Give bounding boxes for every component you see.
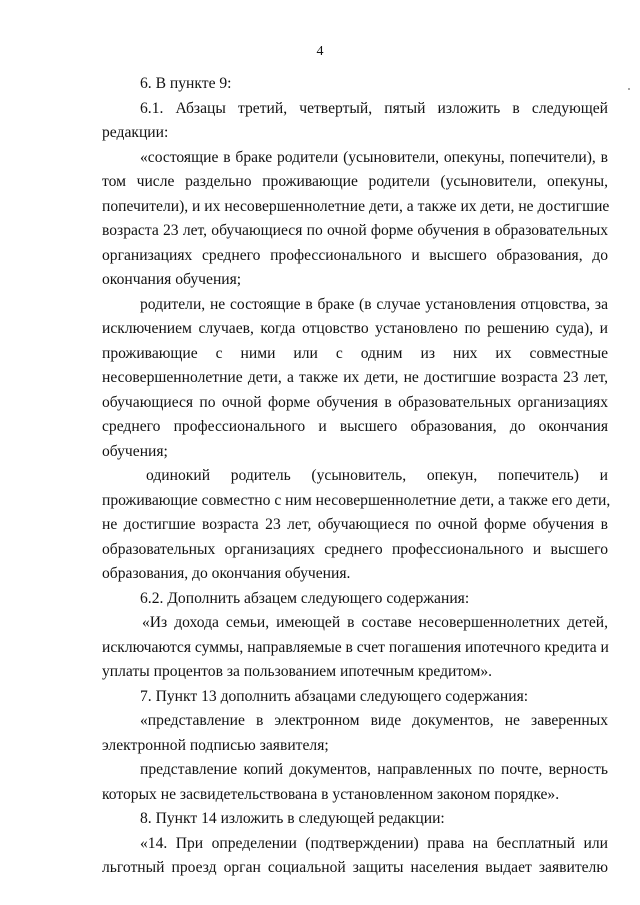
text-line: 8. Пункт 14 изложить в следующей редакции: — [140, 810, 445, 827]
text-line: несовершеннолетние дети, а также их дети, не достигшие возраста 23 лет, — [102, 369, 608, 386]
text-line: 6.1. Абзацы третий, четвертый, пятый изложить в следующей — [140, 99, 608, 117]
page-number: 4 — [316, 44, 324, 59]
text-line: исключением случаев, когда отцовство установлено по решению суда), и — [102, 320, 608, 337]
text-line: том числе раздельно проживающие родители (усыновители, опекуны, — [102, 173, 608, 190]
text-line: 7. Пункт 13 дополнить абзацами следующего содержания: — [140, 687, 529, 705]
text-line: редакции: — [102, 124, 169, 141]
text-line: исключаются суммы, направляемые в счет погашения ипотечного кредита и — [102, 638, 609, 656]
text-line: попечители), и их несовершеннолетние дети, а также их дети, не достигшие — [102, 197, 610, 215]
text-line: которых не засвидетельствована в установленном законом порядке». — [102, 785, 560, 803]
text-line: окончания обучения; — [102, 271, 242, 288]
text-line: 6.2. Дополнить абзацем следующего содержания: — [140, 589, 470, 607]
text-line: уплаты процентов за пользованием ипотечным кредитом». — [102, 663, 493, 680]
text-line: среднего профессионального и высшего образования, до окончания — [102, 418, 608, 435]
text-line: не достигшие возраста 23 лет, обучающиеся по очной форме обучения в — [102, 516, 608, 533]
text-line: электронной подписью заявителя; — [102, 736, 329, 754]
text-line: льготный проезд орган социальной защиты населения выдает заявителю — [102, 859, 608, 876]
text-line: «14. При определении (подтверждении) права на бесплатный или — [140, 834, 608, 852]
document-body — [102, 72, 611, 881]
text-line: проживающие совместно с ним несовершеннолетние дети, а также его дети, — [102, 491, 611, 509]
text-line: «Из дохода семьи, имеющей в составе несовершеннолетних детей, — [142, 614, 608, 631]
text-line: 6. В пункте 9: — [140, 75, 232, 92]
text-line: представление копий документов, направленных по почте, верность — [140, 761, 608, 778]
text-line: одинокий родитель (усыновитель, опекун, попечитель) и — [146, 467, 608, 484]
text-line: возраста 23 лет, обучающиеся по очной форме обучения в образовательных — [102, 222, 608, 239]
text-line: организациях среднего профессионального и высшего образования, до — [102, 246, 608, 264]
text-line: «представление в электронном виде документов, не заверенных — [140, 712, 608, 729]
text-line: родители, не состоящие в браке (в случае установления отцовства, за — [140, 295, 608, 313]
scan-speck — [628, 88, 630, 90]
text-line: образования, до окончания обучения. — [102, 565, 351, 582]
text-line: обучения; — [102, 442, 168, 460]
text-line: обучающиеся по очной форме обучения в образовательных организациях — [102, 393, 608, 411]
text-line: проживающие с ними или с одним из них их совместные — [102, 344, 608, 362]
text-line: «состоящие в браке родители (усыновители, опекуны, попечители), в — [140, 148, 608, 166]
text-line: образовательных организациях среднего профессионального и высшего — [102, 540, 608, 558]
